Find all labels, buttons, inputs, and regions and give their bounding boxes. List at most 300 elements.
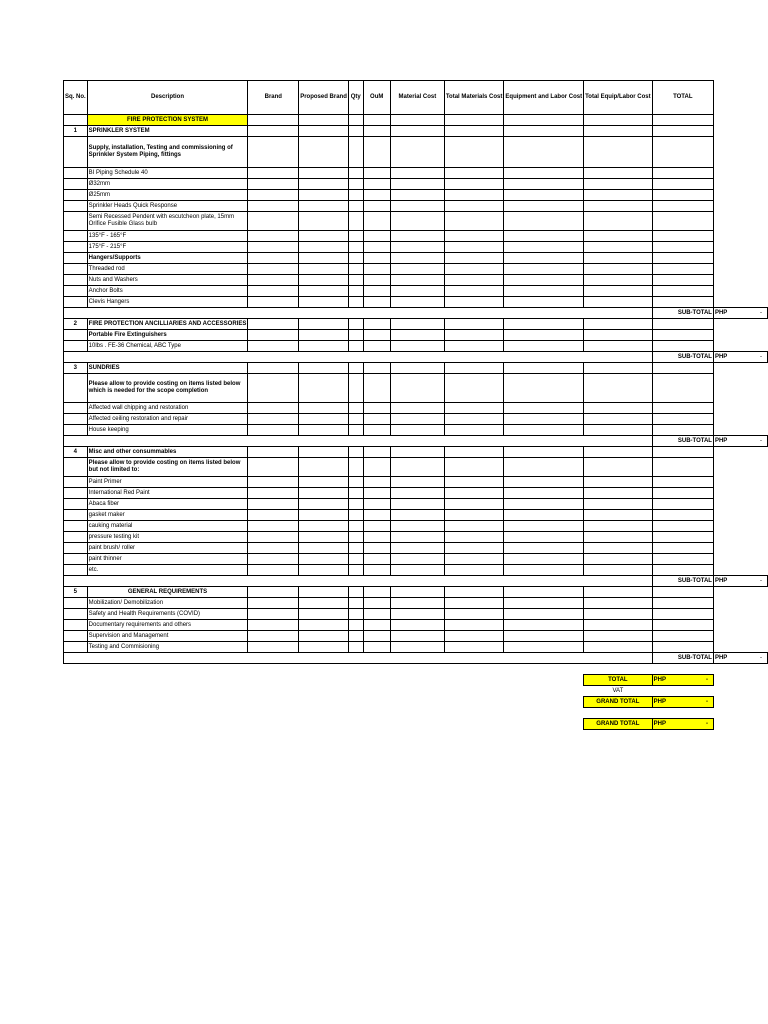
totals-row (64, 719, 768, 730)
outside-cell (713, 499, 767, 510)
outside-cell (713, 231, 767, 242)
empty-cell (390, 168, 444, 179)
totals-label: VAT (612, 687, 624, 694)
empty-cell (444, 168, 504, 179)
outside-cell (713, 565, 767, 576)
empty-cell (652, 587, 713, 598)
empty-cell (584, 477, 653, 488)
empty-cell (504, 598, 584, 609)
empty-cell (444, 554, 504, 565)
line-item-row (64, 341, 768, 352)
empty-cell (444, 115, 504, 126)
empty-cell (363, 521, 390, 532)
empty-cell (444, 231, 504, 242)
sq-no-cell (64, 330, 88, 341)
empty-cell (652, 631, 713, 642)
empty-cell (504, 425, 584, 436)
empty-cell (348, 521, 363, 532)
item-description: Testing and Commisioning (87, 642, 248, 653)
empty-cell (652, 231, 713, 242)
empty-cell (363, 201, 390, 212)
empty-cell (584, 587, 653, 598)
outside-cell (713, 609, 767, 620)
line-item-row (64, 458, 768, 477)
sq-no-cell (64, 137, 88, 168)
line-item-row (64, 609, 768, 620)
outside-cell (713, 286, 767, 297)
empty-cell (248, 242, 299, 253)
empty-cell (584, 231, 653, 242)
empty-cell (348, 168, 363, 179)
outside-cell (713, 242, 767, 253)
empty-cell (390, 414, 444, 425)
line-item-row (64, 190, 768, 201)
subtotal-label: SUB-TOTAL (652, 308, 713, 319)
outside-cell (713, 477, 767, 488)
outside-cell (713, 631, 767, 642)
totals-left-spacer (64, 686, 584, 697)
line-item-row (64, 488, 768, 499)
empty-cell (363, 374, 390, 403)
empty-cell (248, 532, 299, 543)
empty-cell (390, 631, 444, 642)
spacer-cell (713, 708, 767, 719)
outside-cell (713, 330, 767, 341)
empty-cell (390, 275, 444, 286)
empty-cell (504, 275, 584, 286)
section-title-row (64, 115, 768, 126)
empty-cell (444, 286, 504, 297)
outside-cell (713, 341, 767, 352)
empty-cell (652, 447, 713, 458)
subtotal-label: SUB-TOTAL (652, 576, 713, 587)
empty-cell (584, 447, 653, 458)
empty-cell (299, 543, 349, 554)
empty-cell (652, 598, 713, 609)
item-description: 175°F - 215°F (87, 242, 248, 253)
outside-cell (713, 543, 767, 554)
empty-cell (390, 620, 444, 631)
empty-cell (348, 253, 363, 264)
empty-cell (584, 532, 653, 543)
group-title: SUNDRIES (87, 363, 248, 374)
empty-cell (652, 319, 713, 330)
empty-cell (363, 458, 390, 477)
empty-cell (348, 115, 363, 126)
totals-row (64, 697, 768, 708)
item-description: Portable Fire Extinguishers (87, 330, 248, 341)
empty-cell (652, 403, 713, 414)
empty-cell (584, 499, 653, 510)
empty-cell (652, 510, 713, 521)
empty-cell (584, 488, 653, 499)
empty-cell (299, 264, 349, 275)
subtotal-row (64, 576, 768, 587)
subtotal-row (64, 436, 768, 447)
sq-no-cell (64, 212, 88, 231)
subtotal-amount: - (760, 437, 762, 444)
empty-cell (363, 543, 390, 554)
empty-cell (652, 126, 713, 137)
empty-cell (504, 242, 584, 253)
empty-cell (299, 532, 349, 543)
line-item-row (64, 477, 768, 488)
empty-cell (504, 499, 584, 510)
empty-cell (390, 231, 444, 242)
empty-cell (363, 275, 390, 286)
sq-no-cell (64, 403, 88, 414)
empty-cell (348, 286, 363, 297)
empty-cell (299, 179, 349, 190)
group-title-row (64, 363, 768, 374)
empty-cell (504, 510, 584, 521)
sq-no-cell (64, 499, 88, 510)
sq-no-cell (64, 543, 88, 554)
empty-cell (248, 488, 299, 499)
empty-cell (348, 488, 363, 499)
empty-cell (299, 363, 349, 374)
empty-cell (390, 319, 444, 330)
empty-cell (363, 631, 390, 642)
empty-cell (363, 212, 390, 231)
empty-cell (248, 499, 299, 510)
empty-cell (504, 201, 584, 212)
line-item-row (64, 212, 768, 231)
empty-cell (390, 425, 444, 436)
empty-cell (363, 565, 390, 576)
empty-cell (299, 587, 349, 598)
empty-cell (363, 330, 390, 341)
empty-cell (348, 319, 363, 330)
empty-cell (390, 286, 444, 297)
empty-cell (584, 554, 653, 565)
empty-cell (504, 620, 584, 631)
empty-cell (248, 286, 299, 297)
sq-no-cell (64, 264, 88, 275)
empty-cell (390, 126, 444, 137)
outside-cell (713, 275, 767, 286)
subtotal-currency: PHP (714, 353, 728, 360)
empty-cell (348, 179, 363, 190)
empty-cell (248, 631, 299, 642)
empty-cell (299, 319, 349, 330)
empty-cell (652, 297, 713, 308)
empty-cell (444, 425, 504, 436)
empty-cell (390, 374, 444, 403)
subtotal-amount: - (760, 654, 762, 661)
item-description: Threaded rod (87, 264, 248, 275)
sq-no-cell (64, 477, 88, 488)
empty-cell (363, 447, 390, 458)
empty-cell (444, 319, 504, 330)
subtotal-row (64, 653, 768, 664)
empty-cell (299, 168, 349, 179)
totals-left-spacer (64, 675, 584, 686)
sq-no-cell (64, 231, 88, 242)
totals-currency: PHP (653, 720, 666, 727)
empty-cell (584, 521, 653, 532)
empty-cell (504, 414, 584, 425)
line-item-row (64, 242, 768, 253)
empty-cell (363, 242, 390, 253)
empty-cell (299, 425, 349, 436)
empty-cell (584, 286, 653, 297)
sq-no-cell (64, 341, 88, 352)
empty-cell (444, 126, 504, 137)
subtotal-amount: - (760, 309, 762, 316)
empty-cell (652, 363, 713, 374)
empty-cell (390, 521, 444, 532)
empty-cell (390, 477, 444, 488)
outside-cell (713, 532, 767, 543)
empty-cell (248, 115, 299, 126)
line-item-row (64, 598, 768, 609)
empty-cell (248, 363, 299, 374)
empty-cell (363, 488, 390, 499)
empty-cell (363, 554, 390, 565)
empty-cell (348, 598, 363, 609)
group-title-row (64, 319, 768, 330)
empty-cell (248, 609, 299, 620)
empty-cell (652, 609, 713, 620)
empty-cell (584, 363, 653, 374)
empty-cell (363, 620, 390, 631)
empty-cell (248, 179, 299, 190)
outside-cell (713, 554, 767, 565)
empty-cell (652, 458, 713, 477)
empty-cell (248, 212, 299, 231)
totals-value (652, 675, 713, 686)
line-item-row (64, 521, 768, 532)
header-spacer (713, 81, 767, 115)
empty-cell (348, 447, 363, 458)
line-item-row (64, 179, 768, 190)
empty-cell (248, 319, 299, 330)
empty-cell (363, 403, 390, 414)
empty-cell (652, 286, 713, 297)
totals-row (64, 686, 768, 697)
spacer-cell (652, 708, 713, 719)
item-description: Safety and Health Requirements (COVID) (87, 609, 248, 620)
empty-cell (652, 179, 713, 190)
empty-cell (444, 264, 504, 275)
empty-cell (584, 403, 653, 414)
item-description: Clevis Hangers (87, 297, 248, 308)
empty-cell (444, 458, 504, 477)
bottom-frame-row (64, 664, 768, 675)
empty-cell (348, 620, 363, 631)
line-item-row (64, 330, 768, 341)
empty-cell (652, 521, 713, 532)
empty-cell (652, 425, 713, 436)
outside-cell (713, 403, 767, 414)
outside-cell (713, 168, 767, 179)
totals-left-spacer (64, 708, 584, 719)
subtotal-currency: PHP (714, 654, 728, 661)
line-item-row (64, 510, 768, 521)
empty-cell (444, 543, 504, 554)
empty-cell (390, 115, 444, 126)
group-title: Misc and other consummables (87, 447, 248, 458)
empty-cell (348, 242, 363, 253)
subtotal-spacer (64, 653, 653, 664)
empty-cell (348, 190, 363, 201)
outside-cell (713, 488, 767, 499)
subtotal-value (713, 352, 767, 363)
empty-cell (348, 631, 363, 642)
empty-cell (390, 447, 444, 458)
empty-cell (584, 115, 653, 126)
table-body (64, 81, 768, 730)
line-item-row (64, 425, 768, 436)
empty-cell (363, 642, 390, 653)
empty-cell (248, 190, 299, 201)
empty-cell (444, 212, 504, 231)
empty-cell (444, 587, 504, 598)
line-item-row (64, 275, 768, 286)
empty-cell (444, 297, 504, 308)
sq-no-cell (64, 642, 88, 653)
empty-cell (390, 179, 444, 190)
header-description: Description (87, 81, 248, 115)
empty-cell (504, 363, 584, 374)
empty-cell (584, 414, 653, 425)
empty-cell (444, 609, 504, 620)
empty-cell (584, 458, 653, 477)
outside-cell (713, 719, 767, 730)
sq-no-cell (64, 168, 88, 179)
empty-cell (504, 642, 584, 653)
empty-cell (652, 201, 713, 212)
empty-cell (363, 179, 390, 190)
outside-cell (713, 510, 767, 521)
empty-cell (363, 319, 390, 330)
totals-spacer-row (64, 708, 768, 719)
empty-cell (299, 414, 349, 425)
sq-no-cell (64, 532, 88, 543)
sq-no-cell (64, 286, 88, 297)
totals-value (652, 686, 713, 697)
empty-cell (248, 598, 299, 609)
empty-cell (348, 642, 363, 653)
empty-cell (444, 201, 504, 212)
totals-currency: PHP (653, 698, 666, 705)
bill-of-quantities-table (63, 80, 768, 730)
empty-cell (348, 532, 363, 543)
empty-cell (652, 253, 713, 264)
empty-cell (584, 264, 653, 275)
subtotal-value (713, 576, 767, 587)
empty-cell (584, 275, 653, 286)
item-description: Mobilization/ Demobilization (87, 598, 248, 609)
empty-cell (584, 609, 653, 620)
empty-cell (248, 297, 299, 308)
empty-cell (444, 477, 504, 488)
empty-cell (652, 275, 713, 286)
header-qty: Qty (348, 81, 363, 115)
empty-cell (348, 212, 363, 231)
empty-cell (504, 231, 584, 242)
empty-cell (363, 510, 390, 521)
empty-cell (584, 137, 653, 168)
empty-cell (299, 447, 349, 458)
item-description: Nuts and Washers (87, 275, 248, 286)
outside-cell (713, 587, 767, 598)
empty-cell (652, 620, 713, 631)
totals-row (64, 675, 768, 686)
sq-no-cell (64, 275, 88, 286)
empty-cell (248, 425, 299, 436)
subtotal-value (713, 308, 767, 319)
empty-cell (652, 414, 713, 425)
empty-cell (390, 253, 444, 264)
header-oum: OuM (363, 81, 390, 115)
empty-cell (390, 297, 444, 308)
empty-cell (299, 231, 349, 242)
empty-cell (299, 477, 349, 488)
empty-cell (390, 554, 444, 565)
empty-cell (390, 609, 444, 620)
empty-cell (299, 510, 349, 521)
empty-cell (248, 510, 299, 521)
empty-cell (299, 374, 349, 403)
line-item-row (64, 499, 768, 510)
empty-cell (584, 374, 653, 403)
subtotal-label: SUB-TOTAL (652, 352, 713, 363)
header-brand: Brand (248, 81, 299, 115)
line-item-row (64, 543, 768, 554)
subtotal-value (713, 653, 767, 664)
outside-cell (713, 447, 767, 458)
item-description: Abaca fiber (87, 499, 248, 510)
empty-cell (652, 212, 713, 231)
empty-cell (299, 403, 349, 414)
empty-cell (504, 330, 584, 341)
empty-cell (390, 330, 444, 341)
empty-cell (248, 168, 299, 179)
group-number: 3 (64, 363, 88, 374)
line-item-row (64, 201, 768, 212)
outside-cell (713, 664, 767, 675)
empty-cell (652, 477, 713, 488)
empty-cell (299, 126, 349, 137)
empty-cell (504, 587, 584, 598)
empty-cell (390, 403, 444, 414)
item-description: Please allow to provide costing on items listed below which is needed for the scope completion (87, 374, 248, 403)
empty-cell (248, 341, 299, 352)
empty-cell (348, 126, 363, 137)
empty-cell (248, 587, 299, 598)
totals-amount: - (705, 676, 708, 683)
empty-cell (299, 137, 349, 168)
empty-cell (444, 631, 504, 642)
empty-cell (348, 543, 363, 554)
cost-estimate-sheet (63, 80, 768, 730)
empty-cell (348, 275, 363, 286)
empty-cell (363, 587, 390, 598)
totals-value (652, 697, 713, 708)
empty-cell (348, 510, 363, 521)
sq-no-cell (64, 190, 88, 201)
line-item-row (64, 137, 768, 168)
empty-cell (248, 620, 299, 631)
empty-cell (248, 201, 299, 212)
empty-cell (652, 543, 713, 554)
item-description: Ø32mm (87, 179, 248, 190)
empty-cell (504, 374, 584, 403)
line-item-row (64, 414, 768, 425)
empty-cell (363, 477, 390, 488)
